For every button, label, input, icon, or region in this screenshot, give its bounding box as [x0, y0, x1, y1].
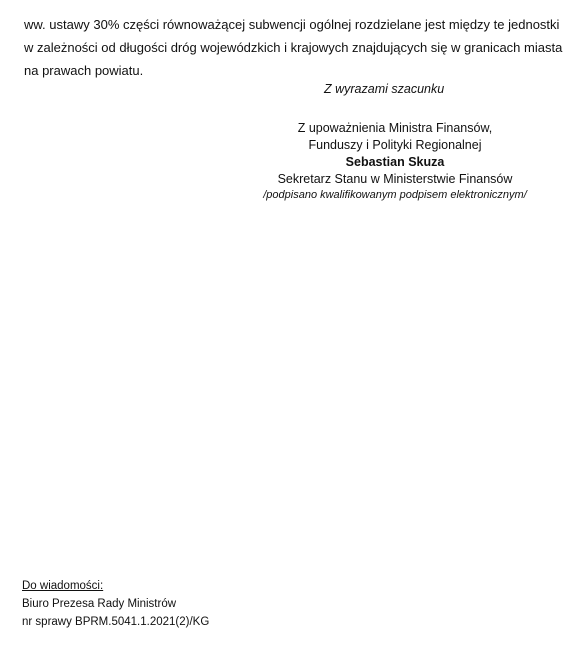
signature-authorization-line-2: Funduszy i Polityki Regionalnej — [308, 138, 482, 152]
signatory-title: Sekretarz Stanu w Ministerstwie Finansów — [277, 172, 513, 186]
signature-authorization-line-1: Z upoważnienia Ministra Finansów, — [297, 121, 493, 135]
closing-salutation: Z wyrazami szacunku — [324, 82, 445, 96]
cc-block — [22, 577, 209, 631]
cc-heading: Do wiadomości: — [22, 580, 104, 592]
body-paragraph — [24, 13, 563, 82]
body-line-2: w zależności od długości dróg wojewódzkich i krajowych znajdujących się w granicach miasta — [24, 40, 563, 55]
body-line-1: ww. ustawy 30% części równoważącej subwencji ogólnej rozdzielane jest między te jednostki — [24, 17, 560, 32]
signature-block — [250, 120, 540, 202]
signature-note: /podpisano kwalifikowanym podpisem elektronicznym/ — [263, 189, 527, 201]
cc-recipient: Biuro Prezesa Rady Ministrów — [22, 598, 177, 610]
signatory-name: Sebastian Skuza — [345, 155, 445, 169]
cc-case-number: nr sprawy BPRM.5041.1.2021(2)/KG — [22, 616, 210, 628]
body-line-3: na prawach powiatu. — [24, 63, 144, 78]
